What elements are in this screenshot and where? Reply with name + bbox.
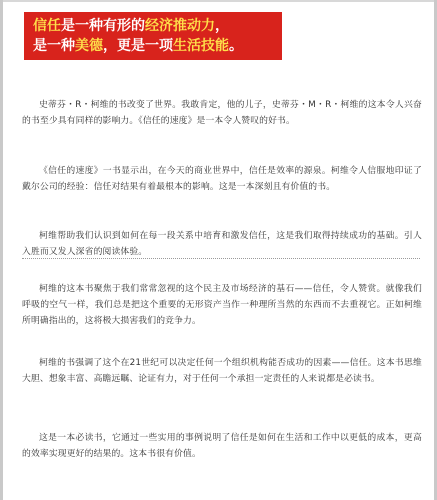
headline-punctuation: ， <box>215 18 229 34</box>
headline-text: 是一种 <box>33 38 75 54</box>
headline-punctuation: 。 <box>229 38 243 54</box>
headline-line-2 <box>33 37 243 55</box>
endorsement-text: 《信任的速度》一书显示出，在今天的商业世界中，信任是效率的源泉。柯维令人信服地印证了戴尔公司的经验：信任对结果有着最根本的影响。这是一本深刻且有价值的书。 <box>22 166 422 192</box>
page-top-border <box>0 0 437 2</box>
headline-highlight-life-skill: 生活技能 <box>173 38 229 54</box>
endorsement-text: 柯维的书强调了这个在21世纪可以决定任何一个组织机构能否成功的因素——信任。这本书思维大胆、想象丰富、高瞻远瞩、论证有力，对于任何一个承担一定责任的人来说都是必读书。 <box>22 358 422 384</box>
headline-highlight-trust: 信任 <box>33 18 61 34</box>
headline-highlight-virtue: 美德 <box>75 38 103 54</box>
endorsement-text: 这是一本必读书，它通过一些实用的事例说明了信任是如何在生活和工作中以更低的成本，更高的效率实现更好的结果的。这本书很有价值。 <box>22 433 422 459</box>
endorsement-text: 柯维的这本书聚焦于我们常常忽视的这个民主及市场经济的基石——信任，令人赞赏。就像我们呼吸的空气一样，我们总是把这个重要的无形资产当作一种理所当然的东西而不去重视它。正如柯维所明确指出的，这将极大损害我们的竞争力。 <box>22 284 422 326</box>
endorsement-text: 柯维帮助我们认识到如何在每一段关系中培育和激发信任，这是我们取得持续成功的基础。引人入胜而又发人深省的阅读体验。 <box>22 231 422 257</box>
headline-highlight-economic-driver: 经济推动力 <box>145 18 215 34</box>
section-divider <box>22 258 420 259</box>
headline-text: 是一种有形的 <box>61 18 145 34</box>
headline-line-1 <box>33 17 229 35</box>
headline-banner <box>24 12 282 60</box>
headline-text: ，更是一项 <box>103 38 173 54</box>
endorsement-text: 史蒂芬・R・柯维的书改变了世界。我敢肯定，他的儿子，史蒂芬・M・R・柯维的这本令人兴奋的书至少具有同样的影响力。《信任的速度》是一本令人赞叹的好书。 <box>22 100 422 126</box>
page-left-border <box>0 0 3 500</box>
